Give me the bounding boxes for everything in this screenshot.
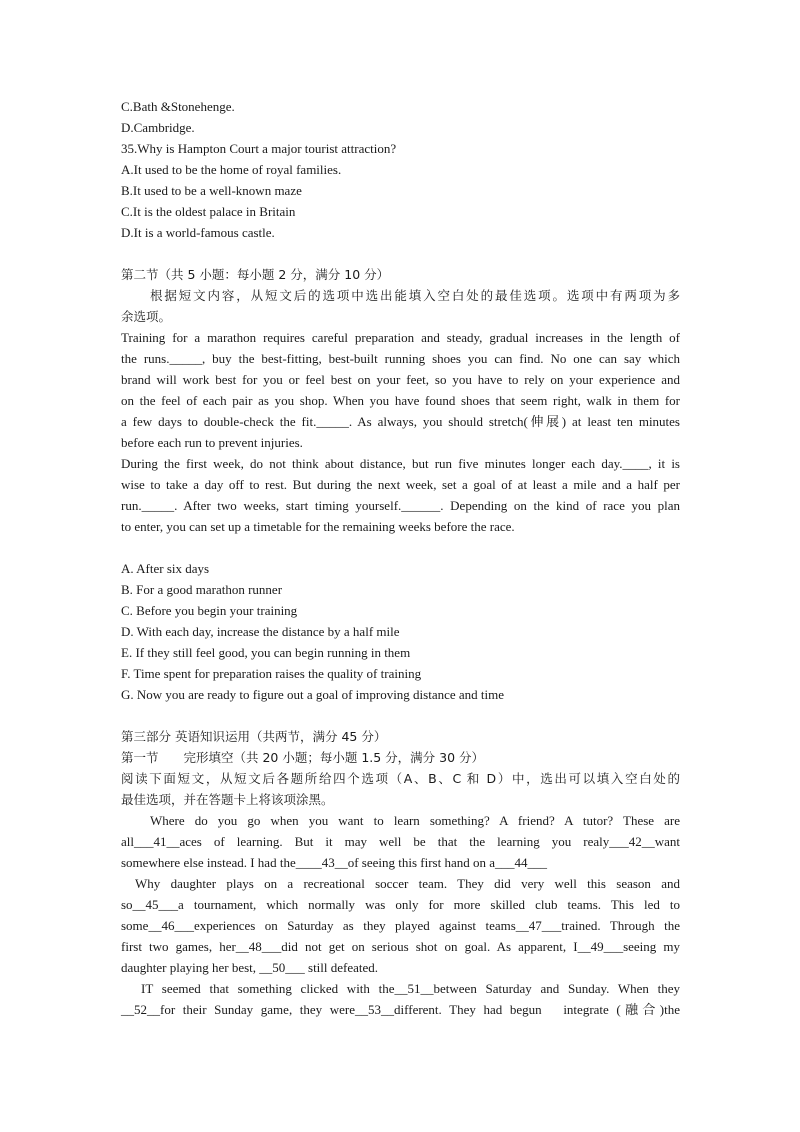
cloze-line: somewhere else instead. I had the____43__of seeing this first hand on a___44___ <box>121 855 548 870</box>
answer-option: F. Time spent for preparation raises the quality of training <box>121 666 422 681</box>
cloze-line: __52__for their Sunday game, they were__53__different. They had begun integrate (融合)the <box>121 1002 680 1017</box>
cloze-line: Where do you go when you want to learn something? A friend? A tutor? These are <box>150 813 680 828</box>
passage-line: Training for a marathon requires careful preparation and steady, gradual increases in the length of <box>121 330 680 345</box>
answer-option: A. After six days <box>121 561 210 576</box>
option-line: D.Cambridge. <box>121 120 195 135</box>
cloze-line: IT seemed that something clicked with the__51__between Saturday and Sunday. When they <box>141 981 680 996</box>
answer-option: B. For a good marathon runner <box>121 582 283 597</box>
section-heading: 第二节（共 5 小题：每小题 2 分，满分 10 分） <box>121 267 390 282</box>
passage-line: brand will work best for you or feel best on your feet, so you have to rely on your experience and <box>121 372 680 387</box>
cloze-line: daughter playing her best, __50___ still defeated. <box>121 960 379 975</box>
answer-option: D. With each day, increase the distance by a half mile <box>121 624 400 639</box>
instruction-line: 阅读下面短文，从短文后各题所给四个选项（A、B、C 和 D）中，选出可以填入空白处的 <box>121 771 680 786</box>
passage-line: During the first week, do not think about distance, but run five minutes longer each day.____, it is <box>121 456 680 471</box>
option-line: A.It used to be the home of royal families. <box>121 162 342 177</box>
instruction-line: 余选项。 <box>121 309 172 324</box>
passage-line: on the feel of each pair as you shop. When you have found shoes that seem right, walk in them for <box>121 393 680 408</box>
answer-option: E. If they still feel good, you can begin running in them <box>121 645 411 660</box>
instruction-line: 最佳选项，并在答题卡上将该项涂黑。 <box>121 792 334 807</box>
cloze-line: first two games, her__48___did not get on serious shot on goal. As apparent, I__49___seeing my <box>121 939 680 954</box>
instruction-line: 根据短文内容，从短文后的选项中选出能填入空白处的最佳选项。选项中有两项为多 <box>150 288 680 303</box>
passage-line: wise to take a day off to rest. But during the next week, set a goal of at least a mile and a half per <box>121 477 680 492</box>
option-line: C.It is the oldest palace in Britain <box>121 204 296 219</box>
cloze-line: so__45___a tournament, which normally was only for more skilled club teams. This led to <box>121 897 680 912</box>
question-line: 35.Why is Hampton Court a major tourist attraction? <box>121 141 397 156</box>
passage-line: run._____. After two weeks, start timing yourself.______. Depending on the kind of race you plan <box>121 498 680 513</box>
part-heading: 第三部分 英语知识运用（共两节，满分 45 分） <box>121 729 387 744</box>
passage-line: before each run to prevent injuries. <box>121 435 303 450</box>
option-line: D.It is a world-famous castle. <box>121 225 275 240</box>
section-heading: 第一节 完形填空（共 20 小题；每小题 1.5 分，满分 30 分） <box>121 750 485 765</box>
option-line: B.It used to be a well-known maze <box>121 183 302 198</box>
option-line: C.Bath &Stonehenge. <box>121 99 235 114</box>
cloze-line: some__46___experiences on Saturday as they played against teams__47___trained. Through the <box>121 918 680 933</box>
passage-line: to enter, you can set up a timetable for the remaining weeks before the race. <box>121 519 515 534</box>
cloze-line: Why daughter plays on a recreational soccer team. They did very well this season and <box>135 876 680 891</box>
cloze-line: all___41__aces of learning. But it may well be that the learning you realy___42__want <box>121 834 680 849</box>
answer-option: G. Now you are ready to figure out a goal of improving distance and time <box>121 687 505 702</box>
passage-line: the runs._____, buy the best-fitting, best-built running shoes you can find. No one can say which <box>121 351 680 366</box>
passage-line: a few days to double-check the fit._____. As always, you should stretch(伸展) at least ten minutes <box>121 414 680 429</box>
answer-option: C. Before you begin your training <box>121 603 298 618</box>
